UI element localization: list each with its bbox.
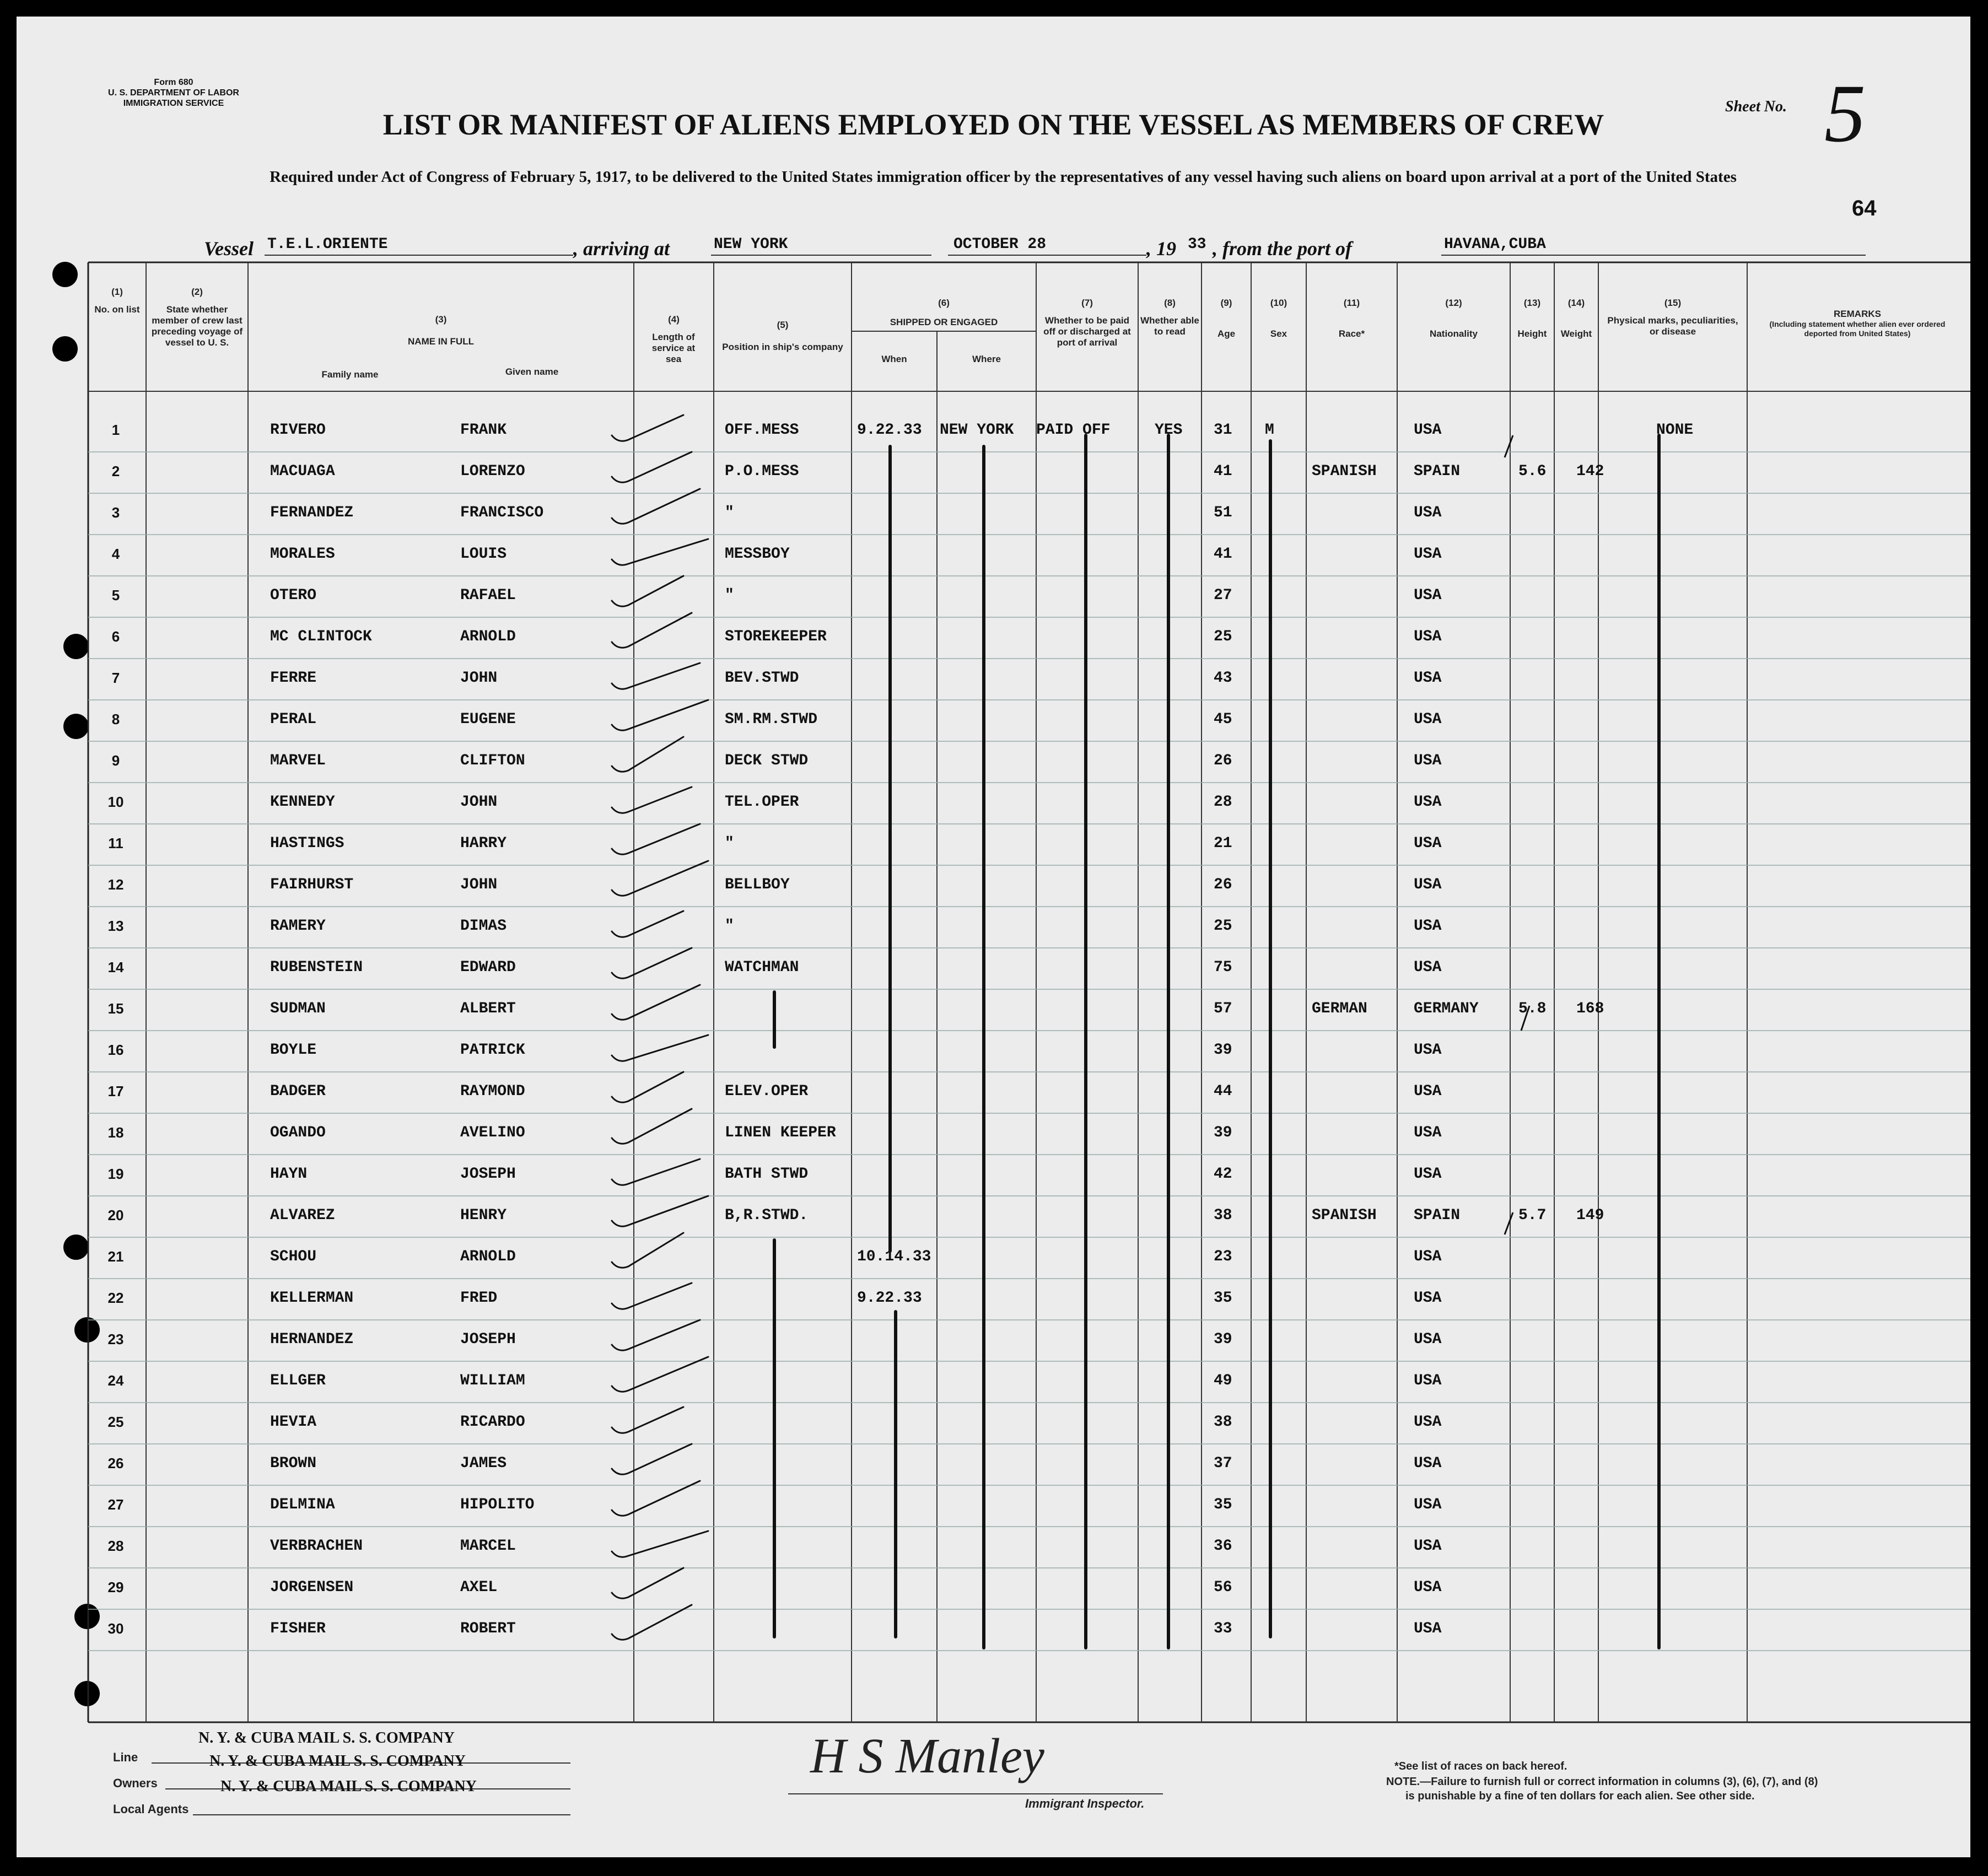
row-number: 4 bbox=[111, 546, 120, 562]
inspector-label: Immigrant Inspector. bbox=[1025, 1797, 1145, 1810]
col3-header bbox=[248, 314, 634, 347]
row-number: 22 bbox=[107, 1290, 124, 1306]
family-name: FERRE bbox=[270, 670, 317, 687]
service-check-mark bbox=[612, 1320, 700, 1350]
col3-number: (3) bbox=[435, 314, 447, 325]
col5-label: Position in ship's company bbox=[722, 342, 843, 352]
family-name: HERNANDEZ bbox=[270, 1331, 354, 1348]
physical-marks: NONE bbox=[1656, 422, 1694, 439]
document-title: LIST OR MANIFEST OF ALIENS EMPLOYED ON THE VESSEL AS MEMBERS OF CREW bbox=[382, 108, 1604, 141]
col5-number: (5) bbox=[777, 320, 789, 330]
row-number: 25 bbox=[107, 1414, 124, 1430]
given-name: ROBERT bbox=[460, 1620, 516, 1637]
family-name: MC CLINTOCK bbox=[270, 628, 372, 645]
row-number: 10 bbox=[107, 794, 124, 810]
nationality: USA bbox=[1414, 876, 1442, 893]
where-header: Where bbox=[972, 354, 1001, 364]
row-number: 24 bbox=[107, 1372, 124, 1389]
service-check-mark bbox=[612, 1481, 700, 1516]
position: BATH STWD bbox=[725, 1166, 809, 1183]
col10-number: (10) bbox=[1270, 298, 1287, 308]
row-number: 28 bbox=[107, 1538, 124, 1554]
family-name: FAIRHURST bbox=[270, 876, 354, 893]
given-name: WILLIAM bbox=[460, 1372, 525, 1389]
given-name: JAMES bbox=[460, 1455, 507, 1472]
service-check-mark bbox=[612, 1444, 692, 1474]
nationality: USA bbox=[1414, 504, 1442, 521]
age: 31 bbox=[1214, 422, 1232, 439]
position: BELLBOY bbox=[725, 876, 790, 893]
age: 25 bbox=[1214, 628, 1232, 645]
height: 5.7 bbox=[1518, 1207, 1547, 1224]
sheet-number: 5 bbox=[1824, 68, 1866, 159]
nationality: USA bbox=[1414, 587, 1442, 604]
given-name: FRED bbox=[460, 1290, 498, 1307]
arriving-port: NEW YORK bbox=[714, 236, 788, 253]
given-name: RAYMOND bbox=[460, 1083, 525, 1100]
col4-header bbox=[634, 314, 714, 365]
service-check-mark bbox=[612, 824, 700, 854]
weight: 149 bbox=[1576, 1207, 1604, 1224]
position: DECK STWD bbox=[725, 752, 809, 769]
penalty-note-1: NOTE.—Failure to furnish full or correct information in columns (3), (6), (7), and (8) bbox=[1386, 1776, 1818, 1788]
nationality: USA bbox=[1414, 1414, 1442, 1431]
given-name: AVELINO bbox=[460, 1124, 525, 1141]
nationality: USA bbox=[1414, 628, 1442, 645]
row-number: 14 bbox=[107, 959, 124, 975]
age: 39 bbox=[1214, 1042, 1232, 1059]
nationality: USA bbox=[1414, 1496, 1442, 1513]
age: 36 bbox=[1214, 1538, 1232, 1555]
page-number: 64 bbox=[1852, 196, 1877, 220]
col12-label: Nationality bbox=[1430, 328, 1478, 339]
given-name: FRANCISCO bbox=[460, 504, 544, 521]
given-name: JOSEPH bbox=[460, 1166, 516, 1183]
given-name: ARNOLD bbox=[460, 1248, 516, 1265]
nationality: USA bbox=[1414, 1538, 1442, 1555]
nationality: USA bbox=[1414, 670, 1442, 687]
age: 23 bbox=[1214, 1248, 1232, 1265]
age: 49 bbox=[1214, 1372, 1232, 1389]
nationality: USA bbox=[1414, 546, 1442, 563]
col9-label: Age bbox=[1217, 328, 1236, 339]
col6-header bbox=[852, 298, 1036, 328]
position: " bbox=[725, 504, 734, 521]
shipped-when: 10.14.33 bbox=[857, 1248, 931, 1265]
service-name: IMMIGRATION SERVICE bbox=[123, 99, 224, 108]
col13-number: (13) bbox=[1523, 298, 1541, 308]
col14-header bbox=[1554, 298, 1598, 339]
family-name: HAYN bbox=[270, 1166, 308, 1183]
service-check-mark bbox=[612, 700, 708, 730]
col2-label: State whether member of crew last preceding voyage of vessel to U. S. bbox=[151, 304, 243, 348]
given-name: LORENZO bbox=[460, 463, 525, 480]
position: SM.RM.STWD bbox=[725, 711, 818, 728]
given-name: CLIFTON bbox=[460, 752, 525, 769]
row-number: 27 bbox=[107, 1496, 124, 1513]
row-number: 5 bbox=[111, 587, 120, 603]
given-name: HENRY bbox=[460, 1207, 507, 1224]
height: 5.6 bbox=[1518, 463, 1547, 480]
position: P.O.MESS bbox=[725, 463, 799, 480]
row-number: 21 bbox=[107, 1248, 124, 1265]
service-check-mark bbox=[612, 787, 692, 813]
row-number: 20 bbox=[107, 1207, 124, 1223]
given-name: HIPOLITO bbox=[460, 1496, 535, 1513]
position: " bbox=[725, 835, 734, 852]
col10-label: Sex bbox=[1270, 328, 1287, 339]
age: 43 bbox=[1214, 670, 1232, 687]
given-name: PATRICK bbox=[460, 1042, 525, 1059]
family-name: KENNEDY bbox=[270, 794, 335, 811]
age: 57 bbox=[1214, 1000, 1232, 1017]
col15-label: Physical marks, peculiarities, or disease bbox=[1607, 315, 1738, 337]
owners-label: Owners bbox=[113, 1776, 158, 1790]
service-check-mark bbox=[612, 1035, 708, 1061]
col6-label: SHIPPED OR ENGAGED bbox=[890, 317, 998, 327]
nationality: USA bbox=[1414, 1083, 1442, 1100]
race: SPANISH bbox=[1312, 463, 1377, 480]
position: " bbox=[725, 587, 734, 604]
family-name: SUDMAN bbox=[270, 1000, 326, 1017]
nationality: USA bbox=[1414, 752, 1442, 769]
given-name: JOSEPH bbox=[460, 1331, 516, 1348]
given-name: HARRY bbox=[460, 835, 507, 852]
col2-number: (2) bbox=[191, 287, 203, 297]
nationality: SPAIN bbox=[1414, 1207, 1461, 1224]
family-name: MARVEL bbox=[270, 752, 326, 769]
given-name: RICARDO bbox=[460, 1414, 525, 1431]
races-note: *See list of races on back hereof. bbox=[1394, 1760, 1567, 1772]
row-number: 12 bbox=[107, 876, 124, 893]
service-check-mark bbox=[612, 1109, 692, 1144]
col3-label: NAME IN FULL bbox=[408, 336, 474, 347]
family-name: KELLERMAN bbox=[270, 1290, 354, 1307]
line-label: Line bbox=[113, 1750, 138, 1764]
col8-number: (8) bbox=[1164, 298, 1176, 308]
service-check-mark bbox=[612, 1605, 692, 1640]
row-number: 26 bbox=[107, 1455, 124, 1471]
age: 33 bbox=[1214, 1620, 1232, 1637]
given-name: DIMAS bbox=[460, 918, 507, 935]
department-name: U. S. DEPARTMENT OF LABOR bbox=[108, 88, 239, 98]
manifest-sheet bbox=[17, 17, 1970, 1857]
service-check-mark bbox=[612, 985, 700, 1020]
family-name: OTERO bbox=[270, 587, 317, 604]
service-check-mark bbox=[612, 1233, 683, 1268]
age: 38 bbox=[1214, 1414, 1232, 1431]
age: 26 bbox=[1214, 876, 1232, 893]
service-check-mark bbox=[612, 1283, 692, 1309]
arriving-label: , arriving at bbox=[573, 238, 670, 260]
row-number: 13 bbox=[107, 918, 124, 934]
nationality: USA bbox=[1414, 422, 1442, 439]
form-number: Form 680 bbox=[154, 78, 193, 87]
service-check-mark bbox=[612, 415, 683, 441]
agents-value: N. Y. & CUBA MAIL S. S. COMPANY bbox=[220, 1778, 477, 1795]
family-name: ALVAREZ bbox=[270, 1207, 335, 1224]
row-number: 16 bbox=[107, 1042, 124, 1058]
row-number: 6 bbox=[111, 628, 120, 645]
given-name: EDWARD bbox=[460, 959, 516, 976]
age: 51 bbox=[1214, 504, 1232, 521]
given-name: MARCEL bbox=[460, 1538, 516, 1555]
service-check-mark bbox=[612, 1196, 708, 1226]
family-name: PERAL bbox=[270, 711, 317, 728]
family-name: BADGER bbox=[270, 1083, 326, 1100]
given-name: FRANK bbox=[460, 422, 507, 439]
family-name: FISHER bbox=[270, 1620, 326, 1637]
age: 27 bbox=[1214, 587, 1232, 604]
row-number: 11 bbox=[108, 835, 123, 851]
service-check-mark bbox=[612, 489, 700, 524]
owners-value: N. Y. & CUBA MAIL S. S. COMPANY bbox=[209, 1753, 466, 1770]
family-name: RUBENSTEIN bbox=[270, 959, 363, 976]
vessel-label: Vessel bbox=[204, 238, 254, 260]
col9-number: (9) bbox=[1220, 298, 1232, 308]
col6-number: (6) bbox=[938, 298, 950, 308]
age: 56 bbox=[1214, 1579, 1232, 1596]
nationality: USA bbox=[1414, 918, 1442, 935]
col15-header bbox=[1604, 298, 1742, 337]
nationality: USA bbox=[1414, 1455, 1442, 1472]
age: 38 bbox=[1214, 1207, 1232, 1224]
row-number: 17 bbox=[107, 1083, 124, 1099]
weight: 168 bbox=[1576, 1000, 1604, 1017]
family-name: DELMINA bbox=[270, 1496, 335, 1513]
nationality: USA bbox=[1414, 1620, 1442, 1637]
given-name: RAFAEL bbox=[460, 587, 516, 604]
shipped-when: 9.22.33 bbox=[857, 422, 922, 439]
nationality: USA bbox=[1414, 1042, 1442, 1059]
race: SPANISH bbox=[1312, 1207, 1377, 1224]
given-name: JOHN bbox=[460, 876, 498, 893]
service-check-mark bbox=[612, 539, 708, 565]
line-value: N. Y. & CUBA MAIL S. S. COMPANY bbox=[198, 1729, 455, 1746]
family-name: RAMERY bbox=[270, 918, 326, 935]
nationality: USA bbox=[1414, 1579, 1442, 1596]
position: WATCHMAN bbox=[725, 959, 799, 976]
shipped-when: 9.22.33 bbox=[857, 1290, 922, 1307]
given-name: ARNOLD bbox=[460, 628, 516, 645]
remarks-sublabel: (Including statement whether alien ever ordered deported from United States) bbox=[1769, 320, 1946, 338]
col14-label: Weight bbox=[1560, 328, 1592, 339]
remarks-label: REMARKS bbox=[1834, 309, 1881, 319]
family-name: FERNANDEZ bbox=[270, 504, 354, 521]
when-header: When bbox=[881, 354, 907, 364]
col5-header bbox=[716, 320, 849, 353]
sex: M bbox=[1265, 422, 1274, 439]
agents-label: Local Agents bbox=[113, 1802, 189, 1816]
col7-header bbox=[1039, 298, 1135, 348]
row-number: 7 bbox=[111, 670, 120, 686]
nationality: USA bbox=[1414, 959, 1442, 976]
penalty-note-2: is punishable by a fine of ten dollars for each alien. See other side. bbox=[1405, 1790, 1755, 1802]
service-check-mark bbox=[612, 1531, 708, 1557]
col12-header bbox=[1397, 298, 1510, 339]
nationality: GERMANY bbox=[1414, 1000, 1479, 1017]
given-name: JOHN bbox=[460, 670, 498, 687]
age: 37 bbox=[1214, 1455, 1232, 1472]
row-number: 30 bbox=[107, 1620, 124, 1637]
row-number: 9 bbox=[111, 752, 120, 769]
col13-header bbox=[1510, 298, 1554, 339]
departure-port: HAVANA,CUBA bbox=[1444, 236, 1546, 253]
col12-number: (12) bbox=[1445, 298, 1462, 308]
age: 41 bbox=[1214, 463, 1232, 480]
position: TEL.OPER bbox=[725, 794, 799, 811]
given-name-header: Given name bbox=[505, 366, 559, 377]
nationality: USA bbox=[1414, 711, 1442, 728]
family-name-header: Family name bbox=[321, 369, 379, 380]
service-check-mark bbox=[612, 1357, 708, 1392]
family-name: SCHOU bbox=[270, 1248, 317, 1265]
service-check-mark bbox=[612, 948, 692, 978]
agents-underline bbox=[193, 1814, 570, 1815]
col11-label: Race* bbox=[1338, 328, 1365, 339]
service-check-mark bbox=[612, 737, 683, 772]
age: 35 bbox=[1214, 1290, 1232, 1307]
service-check-mark bbox=[612, 613, 692, 648]
service-check-mark bbox=[612, 1072, 683, 1102]
col1-header bbox=[88, 287, 146, 315]
service-check-mark bbox=[612, 911, 683, 937]
document-subtitle: Required under Act of Congress of February 5, 1917, to be delivered to the United States immigration officer by the representatives of any vessel having such aliens on board upon arrival at a port of the United States bbox=[270, 168, 1737, 186]
age: 21 bbox=[1214, 835, 1232, 852]
row-number: 1 bbox=[111, 422, 120, 438]
row-number: 2 bbox=[111, 463, 120, 479]
family-name: MORALES bbox=[270, 546, 335, 563]
remarks-header bbox=[1753, 309, 1962, 338]
age: 42 bbox=[1214, 1166, 1232, 1183]
sheet-label: Sheet No. bbox=[1725, 98, 1787, 115]
race: GERMAN bbox=[1312, 1000, 1367, 1017]
position: B,R.STWD. bbox=[725, 1207, 809, 1224]
age: 26 bbox=[1214, 752, 1232, 769]
col1-number: (1) bbox=[111, 287, 123, 297]
position: OFF.MESS bbox=[725, 422, 799, 439]
col4-label: Length of service at sea bbox=[651, 332, 696, 364]
col2-header bbox=[149, 287, 245, 348]
family-name: BOYLE bbox=[270, 1042, 317, 1059]
nationality: SPAIN bbox=[1414, 463, 1461, 480]
col13-label: Height bbox=[1517, 328, 1547, 339]
family-name: JORGENSEN bbox=[270, 1579, 354, 1596]
vessel-name: T.E.L.ORIENTE bbox=[267, 236, 388, 253]
col14-number: (14) bbox=[1567, 298, 1585, 308]
col11-header bbox=[1306, 298, 1397, 339]
col10-header bbox=[1251, 298, 1306, 339]
able-to-read: YES bbox=[1155, 422, 1183, 439]
row-number: 18 bbox=[107, 1124, 124, 1141]
service-check-mark bbox=[612, 663, 700, 689]
age: 28 bbox=[1214, 794, 1232, 811]
family-name: ELLGER bbox=[270, 1372, 326, 1389]
age: 44 bbox=[1214, 1083, 1232, 1100]
family-name: BROWN bbox=[270, 1455, 317, 1472]
weight: 142 bbox=[1576, 463, 1604, 480]
service-check-mark bbox=[612, 452, 692, 482]
inspector-signature: H S Manley bbox=[810, 1729, 1044, 1783]
row-number: 19 bbox=[107, 1166, 124, 1182]
arrival-date: OCTOBER 28 bbox=[953, 236, 1047, 253]
given-name: JOHN bbox=[460, 794, 498, 811]
service-check-mark bbox=[612, 1407, 683, 1433]
service-check-mark bbox=[612, 861, 708, 896]
age: 75 bbox=[1214, 959, 1232, 976]
row-number: 15 bbox=[107, 1000, 124, 1017]
position: BEV.STWD bbox=[725, 670, 799, 687]
position: LINEN KEEPER bbox=[725, 1124, 836, 1141]
arrival-year: 33 bbox=[1188, 236, 1206, 253]
col4-number: (4) bbox=[668, 314, 680, 325]
position: " bbox=[725, 918, 734, 935]
service-check-mark bbox=[612, 1568, 683, 1598]
row-number: 3 bbox=[111, 504, 120, 521]
col1-label: No. on list bbox=[94, 304, 140, 315]
given-name: ALBERT bbox=[460, 1000, 516, 1017]
year-prefix: , 19 bbox=[1146, 238, 1176, 260]
nationality: USA bbox=[1414, 1166, 1442, 1183]
position: MESSBOY bbox=[725, 546, 790, 563]
age: 35 bbox=[1214, 1496, 1232, 1513]
service-check-mark bbox=[612, 1159, 700, 1185]
given-name: EUGENE bbox=[460, 711, 516, 728]
col8-label: Whether able to read bbox=[1140, 315, 1199, 337]
age: 25 bbox=[1214, 918, 1232, 935]
family-name: VERBRACHEN bbox=[270, 1538, 363, 1555]
nationality: USA bbox=[1414, 1331, 1442, 1348]
signature-underline bbox=[788, 1793, 1163, 1794]
family-name: RIVERO bbox=[270, 422, 326, 439]
col11-number: (11) bbox=[1343, 298, 1360, 308]
nationality: USA bbox=[1414, 794, 1442, 811]
service-check-mark bbox=[612, 576, 683, 606]
col9-header bbox=[1202, 298, 1251, 339]
nationality: USA bbox=[1414, 1372, 1442, 1389]
nationality: USA bbox=[1414, 835, 1442, 852]
nationality: USA bbox=[1414, 1290, 1442, 1307]
nationality: USA bbox=[1414, 1248, 1442, 1265]
col8-header bbox=[1138, 298, 1202, 337]
col15-number: (15) bbox=[1664, 298, 1682, 308]
from-port-label: , from the port of bbox=[1213, 238, 1353, 260]
col7-label: Whether to be paid off or discharged at port of arrival bbox=[1043, 315, 1131, 348]
height: 5.8 bbox=[1518, 1000, 1547, 1017]
row-number: 29 bbox=[107, 1579, 124, 1595]
row-number: 8 bbox=[111, 711, 120, 727]
col7-number: (7) bbox=[1081, 298, 1093, 308]
family-name: HASTINGS bbox=[270, 835, 344, 852]
given-name: AXEL bbox=[460, 1579, 498, 1596]
age: 45 bbox=[1214, 711, 1232, 728]
age: 39 bbox=[1214, 1124, 1232, 1141]
family-name: OGANDO bbox=[270, 1124, 326, 1141]
position: STOREKEEPER bbox=[725, 628, 827, 645]
family-name: MACUAGA bbox=[270, 463, 335, 480]
given-name: LOUIS bbox=[460, 546, 507, 563]
row-number: 23 bbox=[107, 1331, 124, 1347]
age: 39 bbox=[1214, 1331, 1232, 1348]
age: 41 bbox=[1214, 546, 1232, 563]
nationality: USA bbox=[1414, 1124, 1442, 1141]
family-name: HEVIA bbox=[270, 1414, 317, 1431]
position: ELEV.OPER bbox=[725, 1083, 809, 1100]
shipped-where: NEW YORK bbox=[940, 422, 1014, 439]
paid-off: PAID OFF bbox=[1036, 422, 1111, 439]
